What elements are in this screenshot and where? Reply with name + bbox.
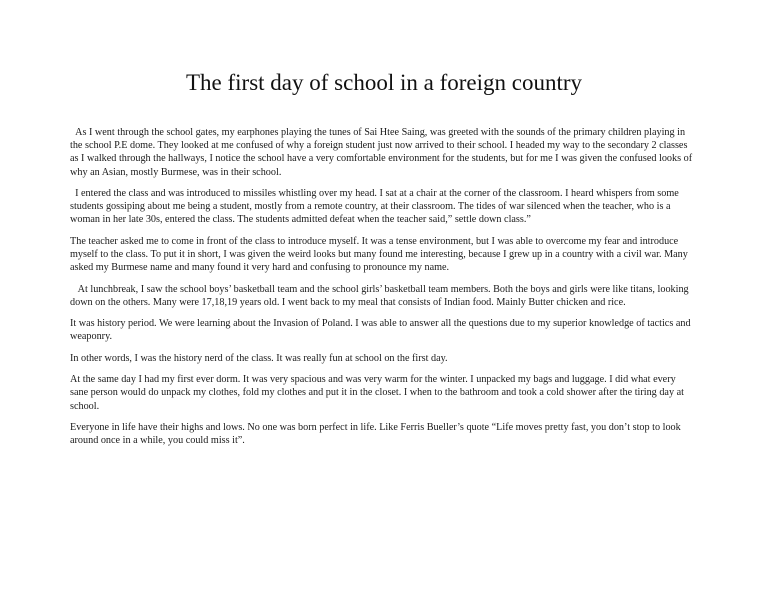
document-body <box>70 126 694 456</box>
paragraph-3: The teacher asked me to come in front of the class to introduce myself. It was a tense environment, but I was able to overcome my fear and introduce myself to the class. To put it in short, I was given the weird looks but many found me interesting, because I grew up in a country with a civil war. Many asked my Burmese name and many found it very hard and confusing to pronounce my name. <box>70 235 691 274</box>
paragraph-5: It was history period. We were learning about the Invasion of Poland. I was able to answer all the questions due to my superior knowledge of tactics and weaponry. <box>70 318 694 343</box>
paragraph-1: As I went through the school gates, my earphones playing the tunes of Sai Htee Saing, was greeted with the sounds of the primary children playing in the school P.E dome. They looked at me confused of why a foreign student just now arrived to their school. I headed my way to the secondary 2 classes as I walked through the hallways, I notice the school have a very comfortable environment for the students, but for me I was given the confused looks of why an Asian, mostly Burmese, was in their school. <box>70 127 695 178</box>
paragraph-7: At the same day I had my first ever dorm. It was very spacious and was very warm for the winter. I unpacked my bags and luggage. I did what every sane person would do unpack my clothes, fold my clothes and put it in the closet. I when to the bathroom and took a cold shower after the tiring day at school. <box>70 374 687 412</box>
document-title: The first day of school in a foreign country <box>186 70 582 95</box>
paragraph-4: At lunchbreak, I saw the school boys’ basketball team and the school girls’ basketball team members. Both the boys and girls were like titans, looking down on the others. Many were 17,18,19 years old. I went back to my meal that consists of Indian food. Mainly Butter chicken and rice. <box>70 283 692 308</box>
paragraph-2: I entered the class and was introduced to missiles whistling over my head. I sat at a chair at the corner of the classroom. I heard whispers from some students gossiping about me being a student, mostly from a remote country, at their classroom. The tides of war silenced when the teacher, who is a woman in her late 30s, entered the class. The students admitted defeat when the teacher said,” settle down class.” <box>70 188 682 226</box>
paragraph-8: Everyone in life have their highs and lows. No one was born perfect in life. Like Ferris Bueller’s quote “Life moves pretty fast, you don’t stop to look around once in a while, you could miss it”. <box>70 421 684 447</box>
paragraph-6: In other words, I was the history nerd of the class. It was really fun at school on the first day. <box>70 352 448 364</box>
